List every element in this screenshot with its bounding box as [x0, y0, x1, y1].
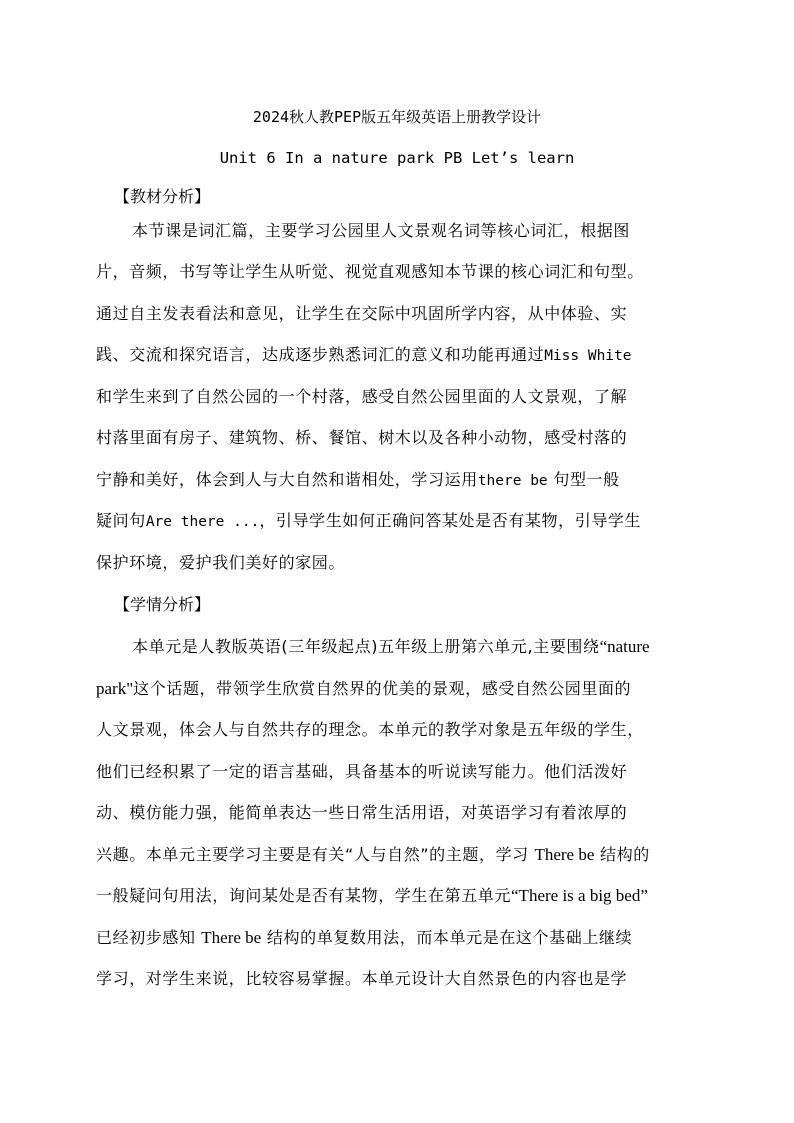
paragraph-line: 保护环境，爱护我们美好的家园。 — [96, 553, 346, 572]
paragraph-line: park"这个话题，带领学生欣赏自然界的优美的景观，感受自然公园里面的 — [96, 679, 632, 698]
paragraph-line: 本单元是人教版英语(三年级起点)五年级上册第六单元,主要围绕“nature — [132, 637, 650, 656]
paragraph-line: 践、交流和探究语言，达成逐步熟悉词汇的意义和功能再通过Miss White — [96, 345, 632, 364]
paragraph-line: 通过自主发表看法和意见，让学生在交际中巩固所学内容，从中体验、实 — [96, 304, 628, 323]
section-heading-textbook-analysis: 【教材分析】 — [114, 187, 211, 206]
document-title: 2024秋人教PEP版五年级英语上册教学设计 — [252, 108, 542, 126]
lesson-title: Unit 6 In a nature park PB Let’s learn — [219, 149, 575, 167]
paragraph-line: 一般疑问句用法，询问某处是否有某物，学生在第五单元“There is a big bed” — [96, 886, 648, 905]
paragraph-line: 和学生来到了自然公园的一个村落，感受自然公园里面的人文景观，了解 — [96, 387, 628, 406]
paragraph-line: 本节课是词汇篇，主要学习公园里人文景观名词等核心词汇，根据图 — [132, 221, 631, 240]
paragraph-line: 他们已经积累了一定的语言基础，具备基本的听说读写能力。他们活泼好 — [96, 762, 628, 781]
paragraph-line: 学习，对学生来说，比较容易掌握。本单元设计大自然景色的内容也是学 — [96, 969, 628, 988]
paragraph-line: 动、模仿能力强，能简单表达一些日常生活用语，对英语学习有着浓厚的 — [96, 803, 628, 822]
paragraph-line: 村落里面有房子、建筑物、桥、餐馆、树木以及各种小动物，感受村落的 — [96, 428, 628, 447]
paragraph-line: 人文景观，体会人与自然共存的理念。本单元的教学对象是五年级的学生， — [96, 720, 644, 739]
section-heading-learner-analysis: 【学情分析】 — [114, 595, 211, 614]
paragraph-line: 兴趣。本单元主要学习主要是有关“人与自然”的主题，学习 There be 结构的 — [96, 845, 650, 864]
paragraph-line: 疑问句Are there ...，引导学生如何正确问答某处是否有某物，引导学生 — [96, 511, 642, 530]
paragraph-line: 已经初步感知 There be 结构的单复数用法，而本单元是在这个基础上继续 — [96, 928, 633, 947]
paragraph-line: 片，音频，书写等让学生从听觉、视觉直观感知本节课的核心词汇和句型。 — [96, 262, 644, 281]
paragraph-line: 宁静和美好，体会到人与大自然和谐相处，学习运用there be 句型一般 — [96, 470, 620, 489]
